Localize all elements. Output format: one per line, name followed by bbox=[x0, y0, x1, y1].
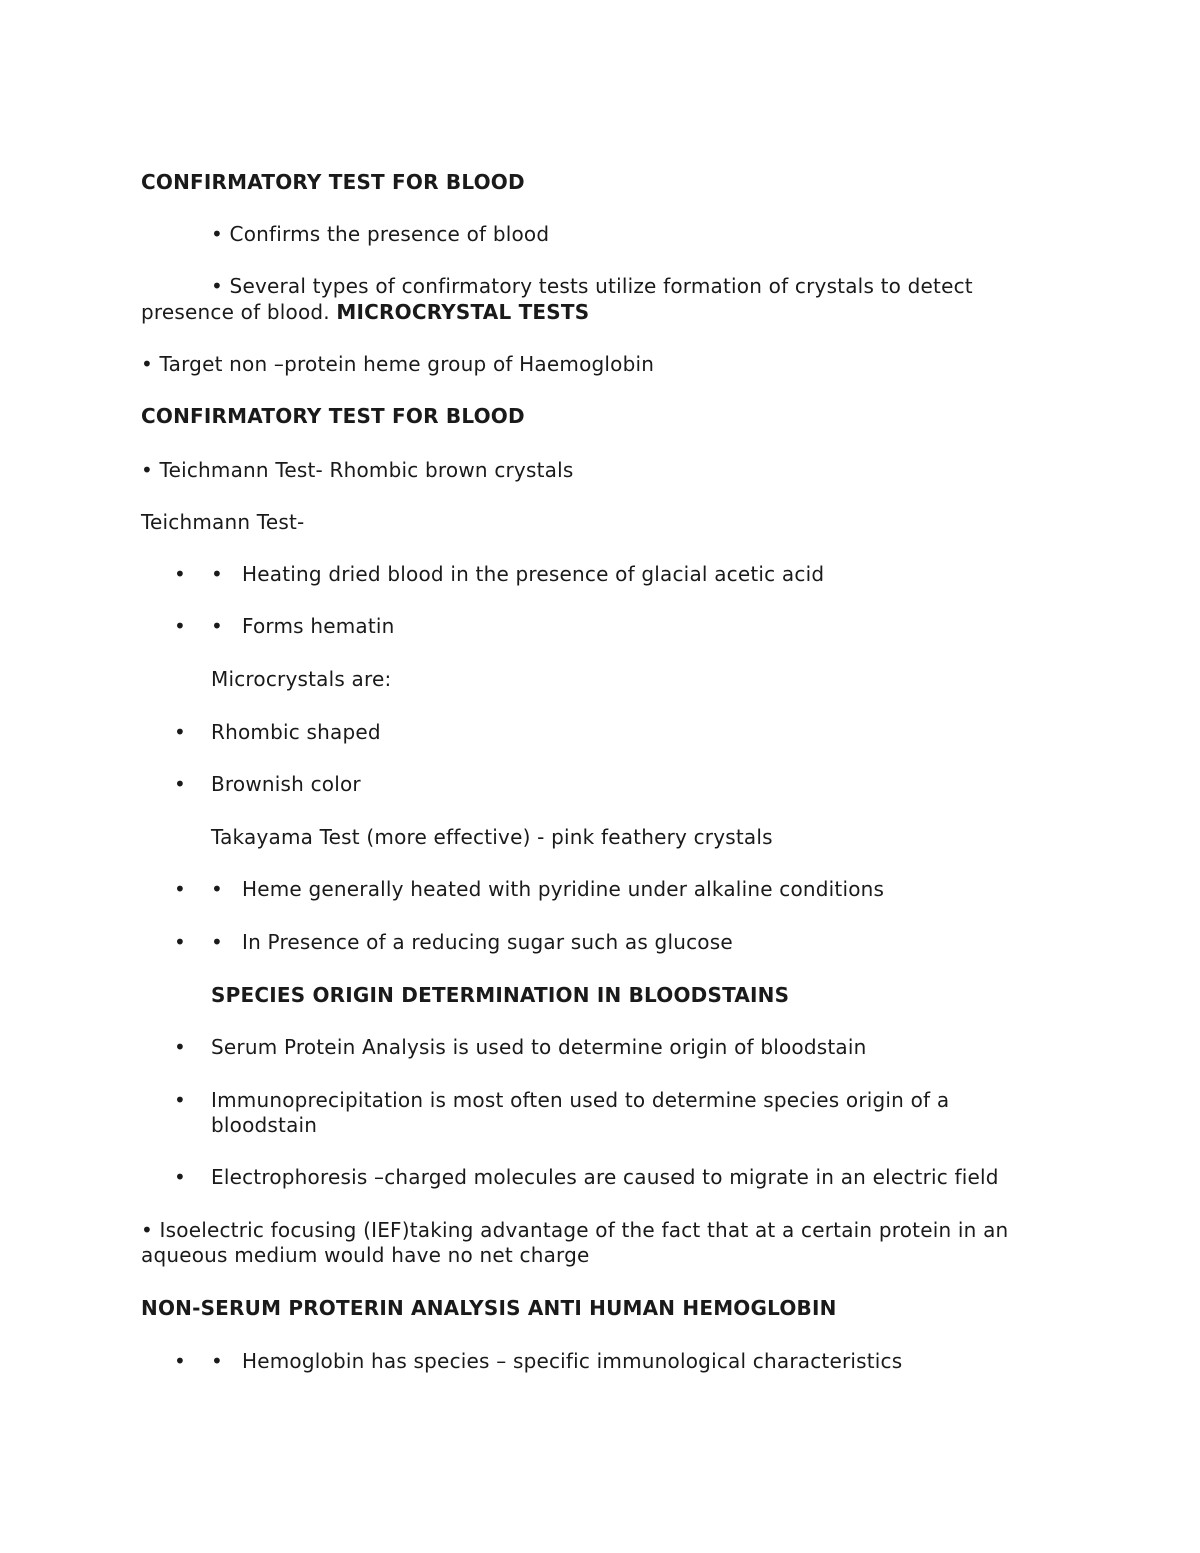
heading-confirmatory-test-1: CONFIRMATORY TEST FOR BLOOD bbox=[141, 170, 525, 194]
list-item-hemoglobin-species: Hemoglobin has species – specific immunological characteristics bbox=[242, 1349, 903, 1373]
list-item-electrophoresis: Electrophoresis –charged molecules are caused to migrate in an electric field bbox=[211, 1165, 999, 1189]
bullet-icon: • bbox=[174, 772, 186, 796]
bullet-icon: • bbox=[211, 877, 223, 901]
heading-microcrystal-tests: MICROCRYSTAL TESTS bbox=[336, 300, 590, 324]
list-item-serum-protein: Serum Protein Analysis is used to determine origin of bloodstain bbox=[211, 1035, 867, 1059]
list-item-heating-blood: Heating dried blood in the presence of glacial acetic acid bbox=[242, 562, 825, 586]
paragraph-microcrystals-are: Microcrystals are: bbox=[211, 667, 392, 691]
bullet-icon: • bbox=[174, 1035, 186, 1059]
bullet-icon: • bbox=[211, 614, 223, 638]
bullet-icon: • bbox=[174, 562, 186, 586]
list-item-rhombic-shaped: Rhombic shaped bbox=[211, 720, 381, 744]
list-item-brownish-color: Brownish color bbox=[211, 772, 361, 796]
paragraph-teichmann-label: Teichmann Test- bbox=[141, 510, 305, 534]
list-item-forms-hematin: Forms hematin bbox=[242, 614, 395, 638]
paragraph-confirms-presence: • Confirms the presence of blood bbox=[211, 222, 550, 246]
paragraph-teichmann-summary: • Teichmann Test- Rhombic brown crystals bbox=[141, 458, 574, 482]
paragraph-takayama-test: Takayama Test (more effective) - pink feathery crystals bbox=[211, 825, 773, 849]
bullet-icon: • bbox=[174, 877, 186, 901]
bullet-icon: • bbox=[174, 930, 186, 954]
list-item-immunoprecipitation-line2: bloodstain bbox=[211, 1113, 318, 1137]
bullet-icon: • bbox=[211, 1349, 223, 1373]
heading-confirmatory-test-2: CONFIRMATORY TEST FOR BLOOD bbox=[141, 404, 525, 428]
list-item-heme-pyridine: Heme generally heated with pyridine under alkaline conditions bbox=[242, 877, 885, 901]
paragraph-crystal-tests-line2 bbox=[141, 299, 589, 325]
list-item-immunoprecipitation-line1: Immunoprecipitation is most often used to determine species origin of a bbox=[211, 1088, 950, 1112]
bullet-icon: • bbox=[174, 720, 186, 744]
heading-non-serum-protein: NON-SERUM PROTERIN ANALYSIS ANTI HUMAN HEMOGLOBIN bbox=[141, 1296, 837, 1320]
heading-species-origin: SPECIES ORIGIN DETERMINATION IN BLOODSTAINS bbox=[211, 983, 790, 1007]
paragraph-isoelectric-line1: • Isoelectric focusing (IEF)taking advantage of the fact that at a certain protein in an bbox=[141, 1218, 1009, 1242]
paragraph-crystal-tests-line1: • Several types of confirmatory tests utilize formation of crystals to detect bbox=[211, 274, 973, 298]
paragraph-crystal-tests-text: presence of blood. bbox=[141, 300, 330, 324]
paragraph-target-heme: • Target non –protein heme group of Haemoglobin bbox=[141, 352, 655, 376]
bullet-icon: • bbox=[174, 1088, 186, 1112]
bullet-icon: • bbox=[174, 614, 186, 638]
bullet-icon: • bbox=[174, 1165, 186, 1189]
bullet-icon: • bbox=[174, 1349, 186, 1373]
bullet-icon: • bbox=[211, 930, 223, 954]
bullet-icon: • bbox=[211, 562, 223, 586]
list-item-reducing-sugar: In Presence of a reducing sugar such as glucose bbox=[242, 930, 733, 954]
paragraph-isoelectric-line2: aqueous medium would have no net charge bbox=[141, 1243, 590, 1267]
